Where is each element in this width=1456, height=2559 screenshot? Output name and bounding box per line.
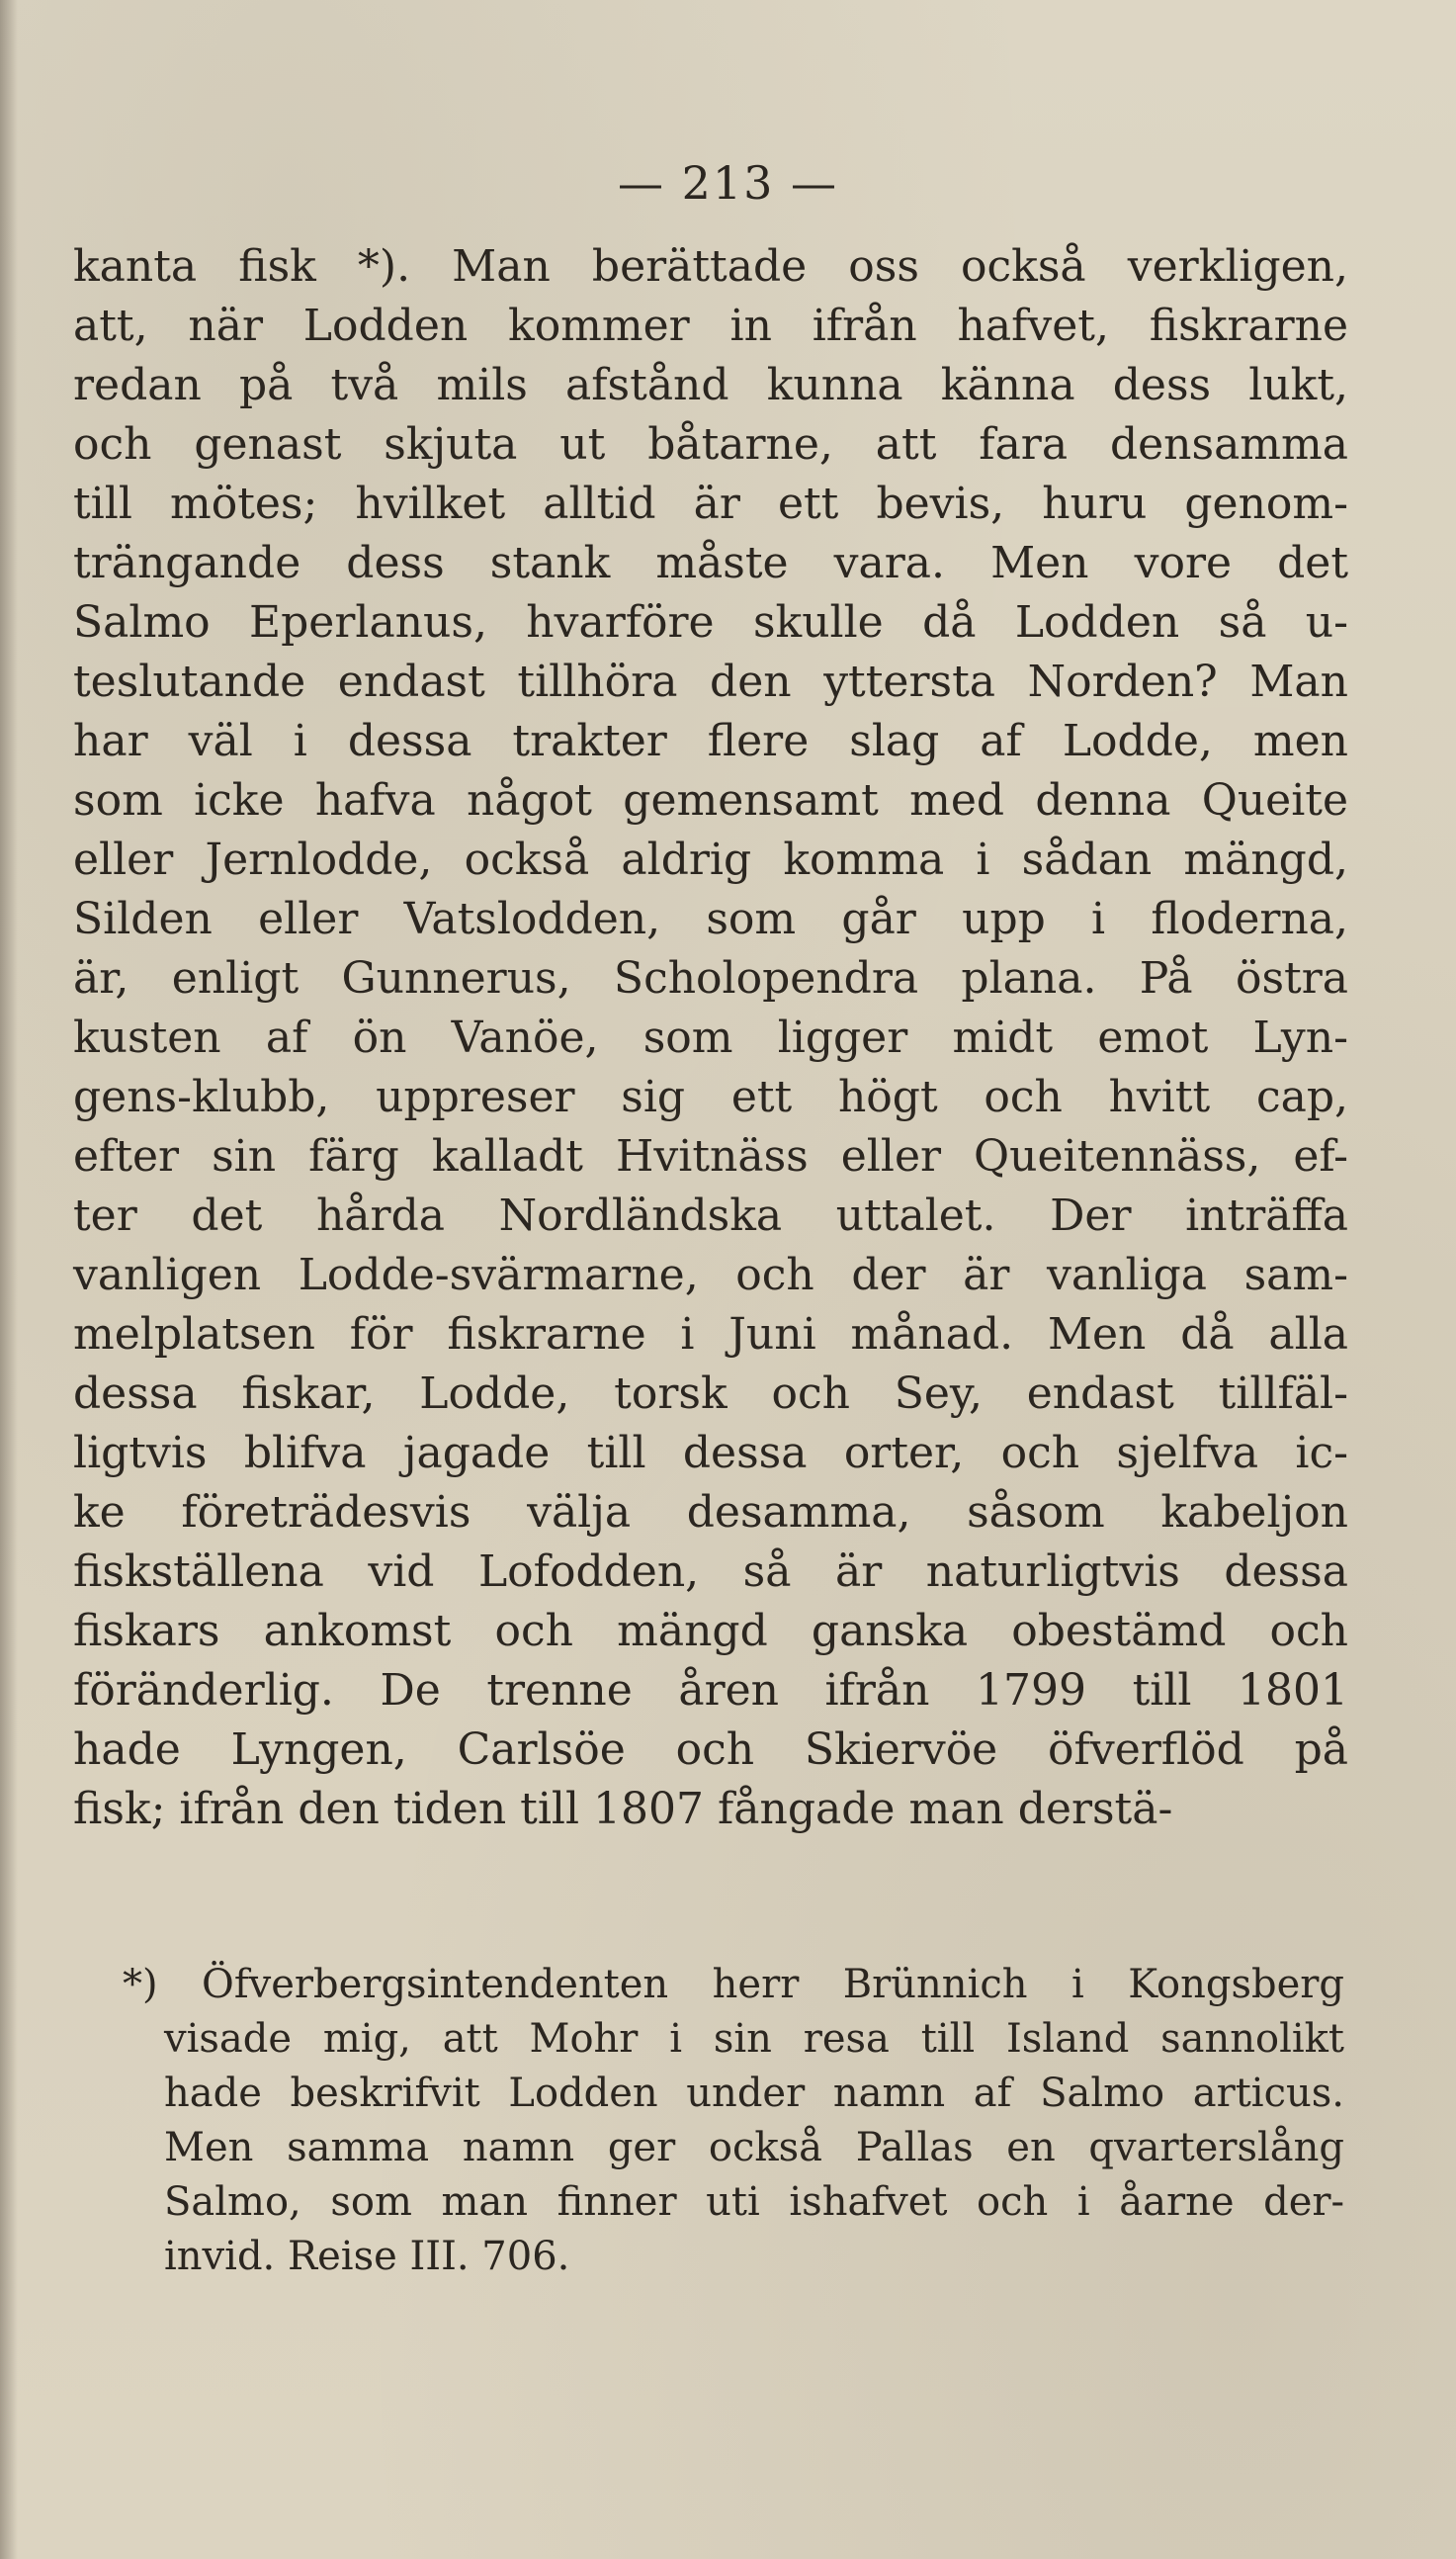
text-line: Silden eller Vatslodden, som går upp i floderna, [73, 894, 1348, 944]
footnote-line: hade beskrifvit Lodden under namn af Salmo articus. [164, 2071, 1344, 2116]
text-line: föränderlig. De trenne åren ifrån 1799 till 1801 [73, 1665, 1348, 1716]
text-line: ter det hårda Nordländska uttalet. Der inträffa [73, 1191, 1348, 1241]
footnote-block [123, 1958, 1344, 2284]
footnote-line: Salmo, som man finner uti ishafvet och i åarne der- [164, 2179, 1344, 2225]
footnote-line: invid. Reise III. 706. [164, 2234, 570, 2279]
footnote-line: Men samma namn ger också Pallas en qvarterslång [164, 2125, 1344, 2170]
text-line: fiskars ankomst och mängd ganska obestämd och [73, 1606, 1348, 1656]
footnote-line: visade mig, att Mohr i sin resa till Island sannolikt [164, 2016, 1344, 2062]
text-line: kanta fisk *). Man berättade oss också verkligen, [73, 241, 1348, 292]
text-line: ligtvis blifva jagade till dessa orter, och sjelfva ic- [73, 1428, 1348, 1478]
text-line: kusten af ön Vanöe, som ligger midt emot Lyn- [73, 1013, 1348, 1063]
text-line: eller Jernlodde, också aldrig komma i sådan mängd, [73, 835, 1348, 885]
text-line: fisk; ifrån den tiden till 1807 fångade man derstä- [73, 1784, 1173, 1834]
footnote-line: *) Öfverbergsintendenten herr Brünnich i Kongsberg [123, 1962, 1344, 2007]
text-line: redan på två mils afstånd kunna känna dess lukt, [73, 360, 1348, 410]
text-line: till mötes; hvilket alltid är ett bevis, huru genom- [73, 479, 1348, 529]
text-line: att, när Lodden kommer in ifrån hafvet, fiskrarne [73, 301, 1348, 351]
text-line: melplatsen för fiskrarne i Juni månad. Men då alla [73, 1309, 1348, 1360]
text-line: gens-klubb, uppreser sig ett högt och hvitt cap, [73, 1072, 1348, 1122]
text-line: trängande dess stank måste vara. Men vore det [73, 538, 1348, 588]
text-line: är, enligt Gunnerus, Scholopendra plana. På östra [73, 953, 1348, 1004]
text-line: fiskställena vid Lofodden, så är naturligtvis dessa [73, 1546, 1348, 1597]
page-gutter-shadow [0, 0, 18, 2559]
text-line: Salmo Eperlanus, hvarföre skulle då Lodden så u- [73, 597, 1348, 648]
text-line: som icke hafva något gemensamt med denna Queite [73, 775, 1348, 826]
text-line: efter sin färg kalladt Hvitnäss eller Queitennäss, ef- [73, 1131, 1348, 1182]
page-number: — 213 — [617, 156, 839, 210]
main-text-block [73, 237, 1348, 1839]
text-line: ke företrädesvis välja desamma, såsom kabeljon [73, 1487, 1348, 1538]
text-line: hade Lyngen, Carlsöe och Skiervöe öfverflöd på [73, 1724, 1348, 1775]
text-line: och genast skjuta ut båtarne, att fara densamma [73, 419, 1348, 470]
text-line: dessa fiskar, Lodde, torsk och Sey, endast tillfäl- [73, 1368, 1348, 1419]
text-line: vanligen Lodde-svärmarne, och der är vanliga sam- [73, 1250, 1348, 1300]
text-line: teslutande endast tillhöra den yttersta Norden? Man [73, 657, 1348, 707]
text-line: har väl i dessa trakter flere slag af Lodde, men [73, 716, 1348, 766]
